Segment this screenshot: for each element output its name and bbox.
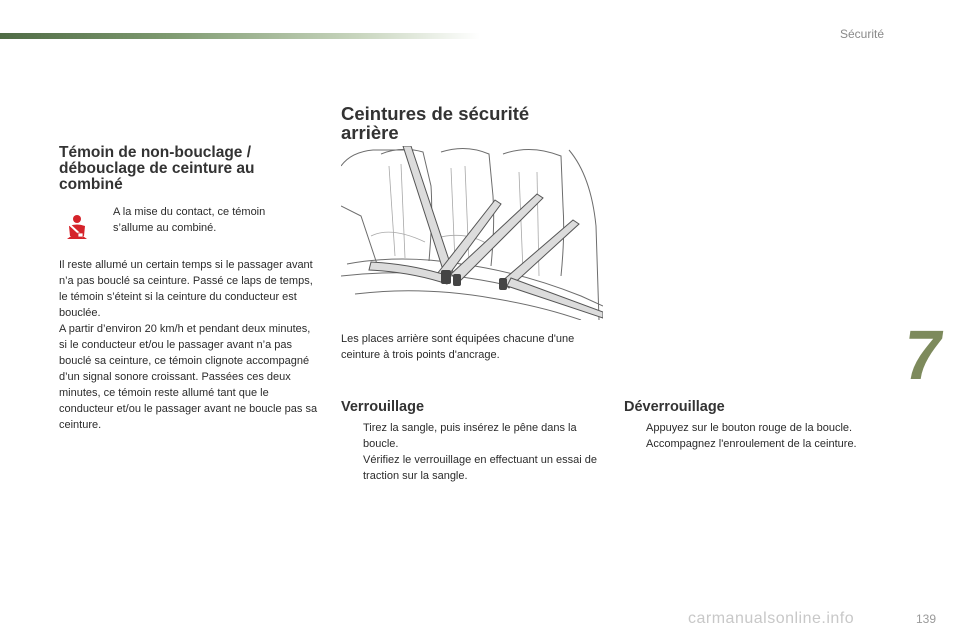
unlocking-heading: Déverrouillage [624, 399, 725, 415]
icon-description: A la mise du contact, ce témoin s’allume au combiné. [113, 206, 266, 234]
page-number: 139 [915, 612, 936, 626]
seatbelt-warning-icon [64, 214, 90, 244]
locking-steps [341, 420, 601, 484]
paragraph-speed-alert: A partir d’environ 20 km/h et pendant deux minutes, si le conducteur et/ou le passager avant n’a pas bouclé sa ceinture, ce témoin clignote accompagné d’un signal sonore croissant. Passées ces deux minutes, ce témoin reste allumé tant que le conducteur et/ou le passager avant ne boucle pas sa ceinture. [59, 323, 318, 431]
watermark: carmanualsonline.info [688, 610, 855, 627]
list-item: Vérifiez le verrouillage en effectuant un essai de traction sur la sangle. [363, 454, 597, 482]
warning-light-description [59, 257, 321, 433]
paragraph-reminder: Il reste allumé un certain temps si le passager avant n’a pas bouclé sa ceinture. Passé ce laps de temps, le témoin s’éteint si la ceinture du conducteur est bouclée. [59, 259, 313, 319]
chapter-number: 7 [898, 316, 949, 394]
list-item: Tirez la sangle, puis insérez le pêne dans la boucle. [363, 422, 577, 450]
rear-belts-caption: Les places arrière sont équipées chacune d'une ceinture à trois points d'ancrage. [341, 333, 575, 361]
rear-seatbelt-illustration [341, 146, 603, 320]
page-title: Ceintures de sécurité arrière [341, 103, 530, 143]
header-accent-bar [0, 33, 480, 39]
warning-light-heading: Témoin de non-bouclage / débouclage de ceinture au combiné [59, 144, 255, 193]
locking-heading: Verrouillage [341, 399, 425, 415]
list-item: Accompagnez l'enroulement de la ceinture. [646, 438, 857, 450]
unlocking-steps [624, 420, 894, 452]
section-title: Sécurité [839, 27, 884, 41]
list-item: Appuyez sur le bouton rouge de la boucle. [646, 422, 853, 434]
